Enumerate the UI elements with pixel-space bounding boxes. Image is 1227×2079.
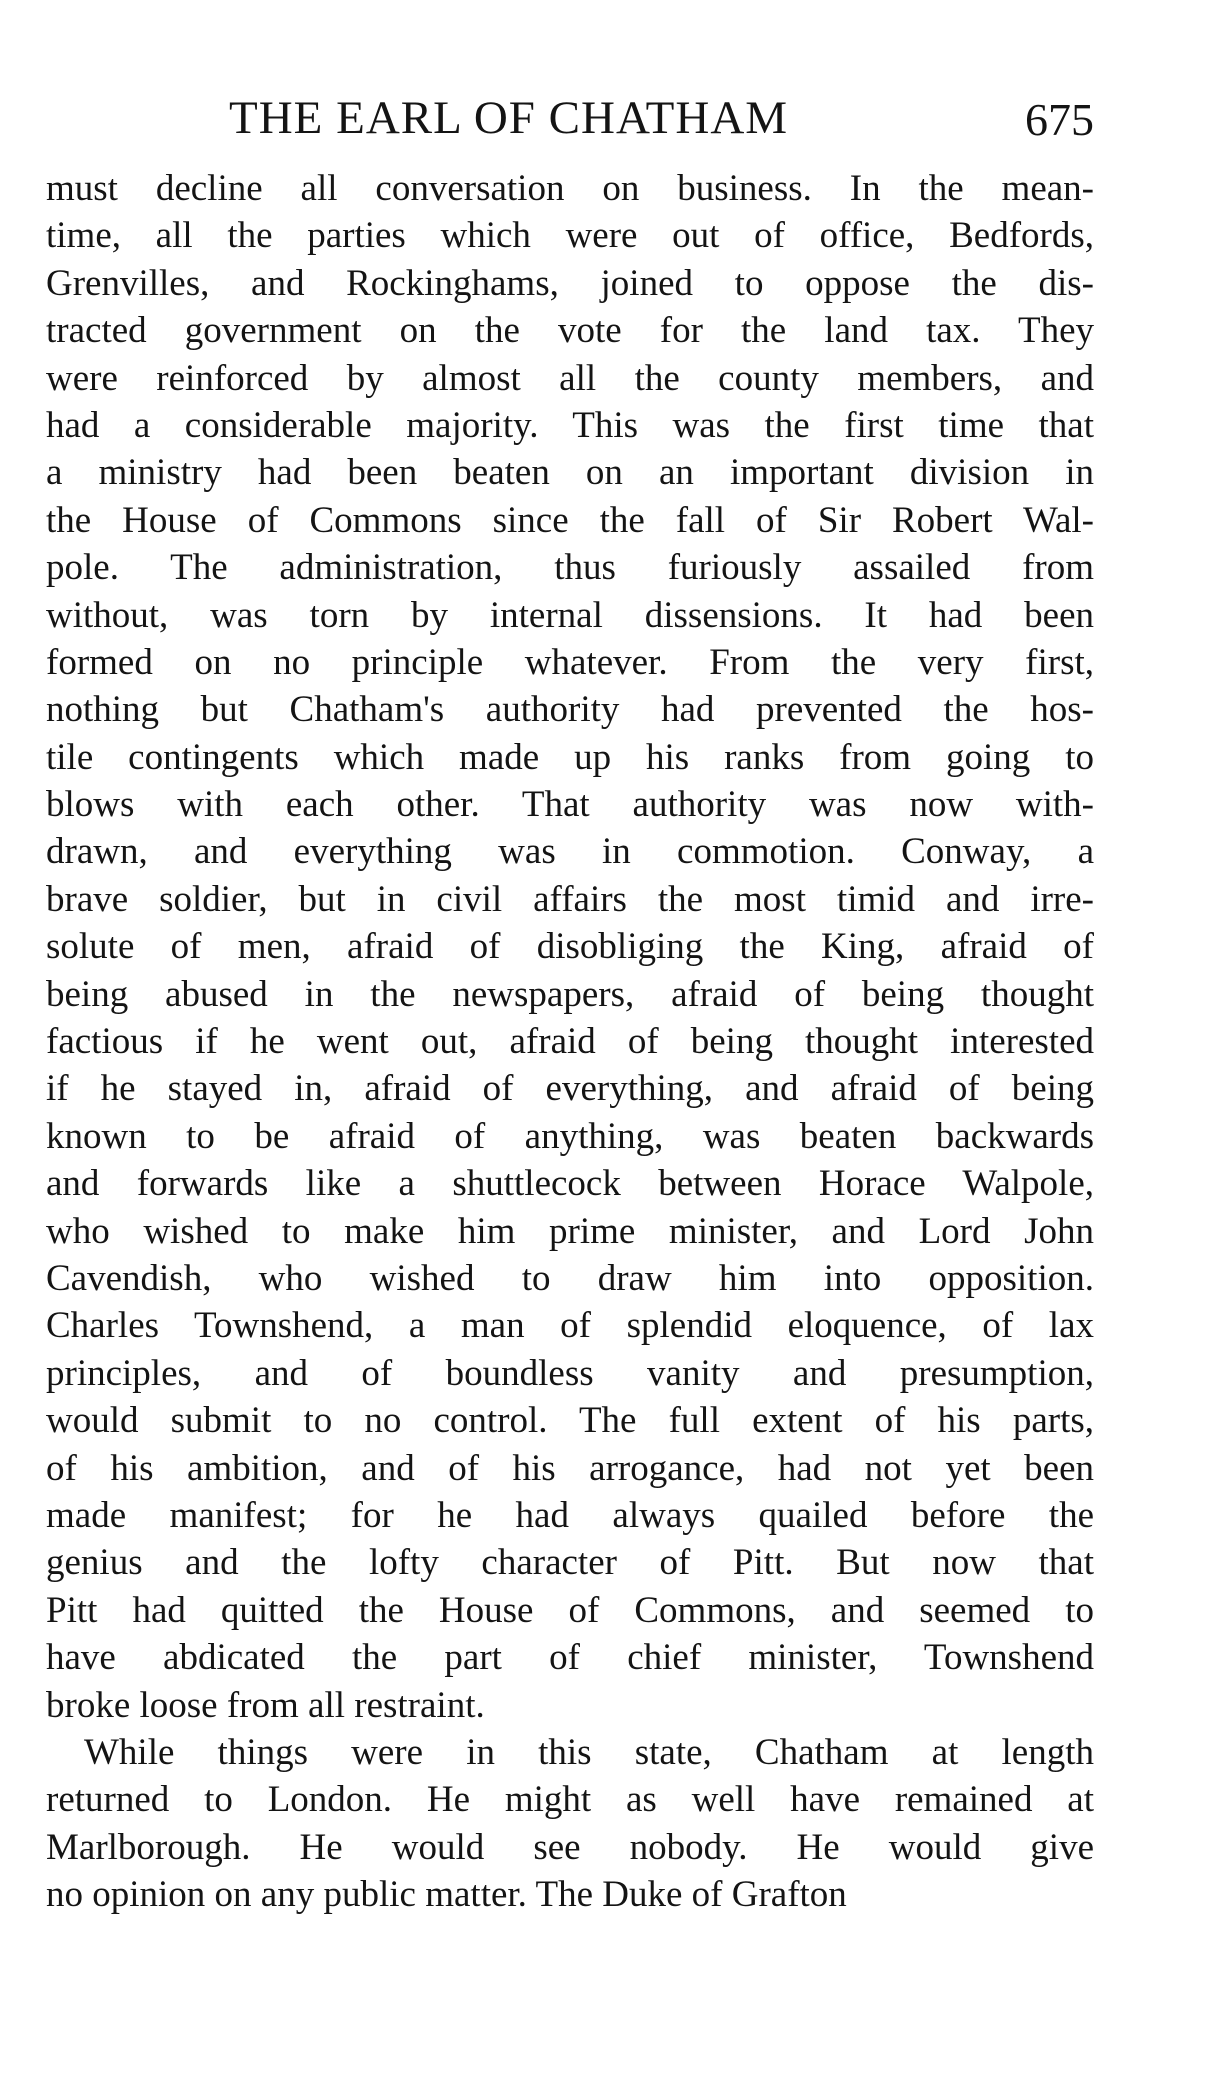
text-line: without, was torn by internal dissensions. It had been xyxy=(46,594,1094,636)
text-line: known to be afraid of anything, was beaten backwards xyxy=(46,1115,1094,1157)
page-number: 675 xyxy=(1025,94,1094,145)
text-line: Cavendish, who wished to draw him into opposition. xyxy=(46,1257,1094,1299)
text-line: were reinforced by almost all the county members, and xyxy=(46,357,1094,399)
text-line: blows with each other. That authority was now with- xyxy=(46,784,1094,826)
text-line: tracted government on the vote for the land tax. They xyxy=(46,310,1094,352)
text-line: factious if he went out, afraid of being thought interested xyxy=(46,1021,1094,1063)
text-line: have abdicated the part of chief minister, Townshend xyxy=(46,1637,1094,1679)
text-line: broke loose from all restraint. xyxy=(46,1684,485,1726)
text-line: time, all the parties which were out of office, Bedfords, xyxy=(46,215,1094,257)
running-title: THE EARL OF CHATHAM xyxy=(229,92,789,144)
text-line: no opinion on any public matter. The Duke of Grafton xyxy=(46,1874,847,1916)
text-line: of his ambition, and of his arrogance, had not yet been xyxy=(46,1447,1094,1489)
paragraph xyxy=(46,1729,1094,1919)
text-line: Charles Townshend, a man of splendid eloquence, of lax xyxy=(46,1305,1094,1347)
text-line: had a considerable majority. This was the first time that xyxy=(46,404,1094,446)
text-line: a ministry had been beaten on an important division in xyxy=(46,452,1094,494)
text-line: brave soldier, but in civil affairs the most timid and irre- xyxy=(46,878,1094,920)
text-line: drawn, and everything was in commotion. Conway, a xyxy=(46,831,1094,873)
text-line: genius and the lofty character of Pitt. But now that xyxy=(46,1542,1094,1584)
text-line: if he stayed in, afraid of everything, and afraid of being xyxy=(46,1068,1094,1110)
text-line: Grenvilles, and Rockinghams, joined to oppose the dis- xyxy=(46,262,1094,304)
text-line: tile contingents which made up his ranks from going to xyxy=(46,736,1094,778)
paragraph xyxy=(46,165,1094,1729)
text-line: solute of men, afraid of disobliging the King, afraid of xyxy=(46,926,1094,968)
text-line: While things were in this state, Chatham at length xyxy=(84,1731,1094,1773)
text-line: pole. The administration, thus furiously assailed from xyxy=(46,547,1094,589)
text-line: nothing but Chatham's authority had prevented the hos- xyxy=(46,689,1094,731)
text-line: who wished to make him prime minister, and Lord John xyxy=(46,1210,1094,1252)
text-line: made manifest; for he had always quailed before the xyxy=(46,1494,1094,1536)
page-header xyxy=(46,82,1094,154)
text-line: principles, and of boundless vanity and presumption, xyxy=(46,1352,1094,1394)
text-line: Pitt had quitted the House of Commons, and seemed to xyxy=(46,1589,1094,1631)
text-line: being abused in the newspapers, afraid of being thought xyxy=(46,973,1094,1015)
text-line: Marlborough. He would see nobody. He would give xyxy=(46,1826,1094,1868)
text-line: would submit to no control. The full extent of his parts, xyxy=(46,1400,1094,1442)
text-line: returned to London. He might as well have remained at xyxy=(46,1779,1094,1821)
text-line: the House of Commons since the fall of Sir Robert Wal- xyxy=(46,499,1094,541)
text-line: formed on no principle whatever. From the very first, xyxy=(46,641,1094,683)
text-line: and forwards like a shuttlecock between Horace Walpole, xyxy=(46,1163,1094,1205)
body-text xyxy=(46,165,1094,1918)
text-line: must decline all conversation on business. In the mean- xyxy=(46,168,1094,209)
